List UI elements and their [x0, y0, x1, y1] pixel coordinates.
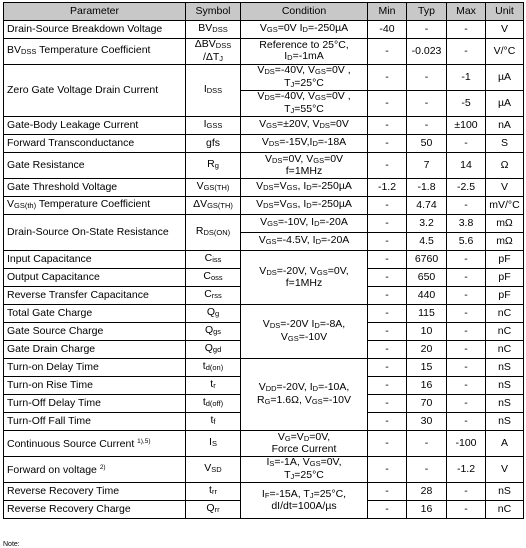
max-cell: -100: [447, 431, 486, 457]
condition-cell: VDS=-40V, VGS=0V , TJ=25°C: [241, 65, 368, 91]
min-cell: -: [368, 377, 407, 395]
symbol-cell: IGSS: [186, 117, 241, 135]
unit-cell: µA: [486, 91, 524, 117]
table-row: [4, 21, 524, 39]
typ-cell: 10: [407, 323, 447, 341]
symbol-cell: Qgd: [186, 341, 241, 359]
symbol-cell: td(off): [186, 395, 241, 413]
unit-cell: nC: [486, 323, 524, 341]
max-cell: ±100: [447, 117, 486, 135]
footnote: Note:: [3, 541, 20, 548]
symbol-cell: VSD: [186, 457, 241, 483]
symbol-cell: VGS(TH): [186, 179, 241, 197]
symbol-cell: Qrr: [186, 501, 241, 519]
min-cell: -: [368, 233, 407, 251]
max-cell: -: [447, 39, 486, 65]
min-cell: -: [368, 153, 407, 179]
typ-cell: -0.023: [407, 39, 447, 65]
param-cell: Reverse Recovery Charge: [4, 501, 186, 519]
symbol-cell: Crss: [186, 287, 241, 305]
max-cell: 5.6: [447, 233, 486, 251]
unit-cell: V/°C: [486, 39, 524, 65]
header-condition: Condition: [241, 3, 368, 21]
min-cell: -: [368, 215, 407, 233]
param-cell: Turn-Off Delay Time: [4, 395, 186, 413]
header-typ: Typ: [407, 3, 447, 21]
unit-cell: V: [486, 21, 524, 39]
unit-cell: S: [486, 135, 524, 153]
header-symbol: Symbol: [186, 3, 241, 21]
unit-cell: V: [486, 457, 524, 483]
max-cell: -: [447, 251, 486, 269]
condition-cell: VDS=-15V,ID=-18A: [241, 135, 368, 153]
max-cell: -: [447, 269, 486, 287]
min-cell: -: [368, 287, 407, 305]
unit-cell: nS: [486, 395, 524, 413]
max-cell: -: [447, 377, 486, 395]
table-row: [4, 483, 524, 501]
condition-cell: VDS=-20V ID=-8A, VGS=-10V: [241, 305, 368, 359]
symbol-cell: trr: [186, 483, 241, 501]
max-cell: -: [447, 197, 486, 215]
max-cell: 3.8: [447, 215, 486, 233]
typ-cell: 28: [407, 483, 447, 501]
min-cell: -: [368, 341, 407, 359]
table-row: [4, 251, 524, 269]
condition-cell: VDS=0V, VGS=0V f=1MHz: [241, 153, 368, 179]
header-row: [4, 3, 524, 21]
param-cell: Turn-Off Fall Time: [4, 413, 186, 431]
unit-cell: nC: [486, 341, 524, 359]
unit-cell: nC: [486, 305, 524, 323]
param-cell: Gate Drain Charge: [4, 341, 186, 359]
typ-cell: 6760: [407, 251, 447, 269]
min-cell: -: [368, 457, 407, 483]
param-cell: Turn-on Rise Time: [4, 377, 186, 395]
param-cell: Turn-on Delay Time: [4, 359, 186, 377]
condition-cell: VDS=-40V, VGS=0V , TJ=55°C: [241, 91, 368, 117]
typ-cell: -: [407, 65, 447, 91]
max-cell: -: [447, 483, 486, 501]
min-cell: -40: [368, 21, 407, 39]
typ-cell: 30: [407, 413, 447, 431]
table-row: [4, 39, 524, 65]
max-cell: -: [447, 341, 486, 359]
param-cell: Output Capacitance: [4, 269, 186, 287]
symbol-cell: td(on): [186, 359, 241, 377]
symbol-cell: ΔBVDSS /ΔTJ: [186, 39, 241, 65]
min-cell: -: [368, 269, 407, 287]
header-max: Max: [447, 3, 486, 21]
param-cell: Drain-Source Breakdown Voltage: [4, 21, 186, 39]
condition-cell: VDS=VGS, ID=-250µA: [241, 179, 368, 197]
table-row: [4, 65, 524, 91]
max-cell: -2.5: [447, 179, 486, 197]
min-cell: -: [368, 117, 407, 135]
max-cell: -: [447, 323, 486, 341]
unit-cell: pF: [486, 269, 524, 287]
table-row: [4, 117, 524, 135]
min-cell: -: [368, 197, 407, 215]
max-cell: -: [447, 287, 486, 305]
symbol-cell: Coss: [186, 269, 241, 287]
typ-cell: 20: [407, 341, 447, 359]
param-cell: Forward on voltage $^{2)}$: [4, 457, 186, 483]
symbol-cell: Rg: [186, 153, 241, 179]
param-cell: Continuous Source Current $^{1),5)}$: [4, 431, 186, 457]
header-min: Min: [368, 3, 407, 21]
condition-cell: VGS=±20V, VDS=0V: [241, 117, 368, 135]
param-cell: Drain-Source On-State Resistance: [4, 215, 186, 251]
min-cell: -: [368, 251, 407, 269]
max-cell: 14: [447, 153, 486, 179]
symbol-cell: ΔVGS(TH): [186, 197, 241, 215]
table-row: [4, 197, 524, 215]
condition-cell: Reference to 25°C, ID=-1mA: [241, 39, 368, 65]
param-cell: VGS(th) Temperature Coefficient: [4, 197, 186, 215]
max-cell: -: [447, 305, 486, 323]
param-cell: BVDSS Temperature Coefficient: [4, 39, 186, 65]
table-row: [4, 135, 524, 153]
min-cell: -: [368, 483, 407, 501]
typ-cell: 4.74: [407, 197, 447, 215]
table-row: [4, 305, 524, 323]
max-cell: -: [447, 135, 486, 153]
typ-cell: 16: [407, 377, 447, 395]
condition-cell: VDS=-20V, VGS=0V, f=1MHz: [241, 251, 368, 305]
symbol-cell: BVDSS: [186, 21, 241, 39]
typ-cell: 7: [407, 153, 447, 179]
unit-cell: nA: [486, 117, 524, 135]
condition-cell: VG=VD=0V, Force Current: [241, 431, 368, 457]
unit-cell: mΩ: [486, 215, 524, 233]
typ-cell: -: [407, 117, 447, 135]
min-cell: -: [368, 91, 407, 117]
param-cell: Gate Threshold Voltage: [4, 179, 186, 197]
param-cell: Gate Source Charge: [4, 323, 186, 341]
typ-cell: 440: [407, 287, 447, 305]
param-cell: Input Capacitance: [4, 251, 186, 269]
param-cell: Gate-Body Leakage Current: [4, 117, 186, 135]
typ-cell: 15: [407, 359, 447, 377]
max-cell: -: [447, 413, 486, 431]
param-cell: Reverse Transfer Capacitance: [4, 287, 186, 305]
typ-cell: -1.8: [407, 179, 447, 197]
typ-cell: 650: [407, 269, 447, 287]
symbol-cell: RDS(ON): [186, 215, 241, 251]
condition-cell: VGS=0V ID=-250µA: [241, 21, 368, 39]
min-cell: -: [368, 135, 407, 153]
min-cell: -: [368, 359, 407, 377]
condition-cell: VDD=-20V, ID=-10A, RG=1.6Ω, VGS=-10V: [241, 359, 368, 431]
symbol-cell: gfs: [186, 135, 241, 153]
unit-cell: µA: [486, 65, 524, 91]
typ-cell: 115: [407, 305, 447, 323]
condition-cell: IF=-15A, TJ=25°C, dI/dt=100A/µs: [241, 483, 368, 519]
max-cell: -1.2: [447, 457, 486, 483]
symbol-cell: Ciss: [186, 251, 241, 269]
unit-cell: nS: [486, 359, 524, 377]
param-cell: Gate Resistance: [4, 153, 186, 179]
symbol-cell: Qgs: [186, 323, 241, 341]
min-cell: -1.2: [368, 179, 407, 197]
condition-cell: VGS=-10V, ID=-20A: [241, 215, 368, 233]
max-cell: -: [447, 395, 486, 413]
table-row: [4, 179, 524, 197]
condition-cell: IS=-1A, VGS=0V, TJ=25°C: [241, 457, 368, 483]
header-unit: Unit: [486, 3, 524, 21]
min-cell: -: [368, 39, 407, 65]
unit-cell: V: [486, 179, 524, 197]
table-row: [4, 215, 524, 233]
unit-cell: nS: [486, 483, 524, 501]
unit-cell: Ω: [486, 153, 524, 179]
unit-cell: pF: [486, 251, 524, 269]
min-cell: -: [368, 431, 407, 457]
electrical-characteristics-table: [3, 2, 524, 519]
param-cell: Reverse Recovery Time: [4, 483, 186, 501]
min-cell: -: [368, 323, 407, 341]
typ-cell: 3.2: [407, 215, 447, 233]
max-cell: -1: [447, 65, 486, 91]
param-cell: Total Gate Charge: [4, 305, 186, 323]
typ-cell: -: [407, 21, 447, 39]
symbol-cell: Qg: [186, 305, 241, 323]
max-cell: -: [447, 21, 486, 39]
unit-cell: nS: [486, 377, 524, 395]
typ-cell: 4.5: [407, 233, 447, 251]
condition-cell: VGS=-4.5V, ID=-20A: [241, 233, 368, 251]
unit-cell: mΩ: [486, 233, 524, 251]
unit-cell: nS: [486, 413, 524, 431]
condition-cell: VDS=VGS, ID=-250µA: [241, 197, 368, 215]
symbol-cell: tr: [186, 377, 241, 395]
typ-cell: -: [407, 457, 447, 483]
symbol-cell: IS: [186, 431, 241, 457]
param-cell: Zero Gate Voltage Drain Current: [4, 65, 186, 117]
min-cell: -: [368, 413, 407, 431]
table-row: [4, 457, 524, 483]
header-parameter: Parameter: [4, 3, 186, 21]
table-row: [4, 153, 524, 179]
typ-cell: 70: [407, 395, 447, 413]
param-cell: Forward Transconductance: [4, 135, 186, 153]
unit-cell: mV/°C: [486, 197, 524, 215]
min-cell: -: [368, 305, 407, 323]
table-row: [4, 359, 524, 377]
min-cell: -: [368, 65, 407, 91]
typ-cell: -: [407, 431, 447, 457]
typ-cell: -: [407, 91, 447, 117]
min-cell: -: [368, 395, 407, 413]
symbol-cell: IDSS: [186, 65, 241, 117]
min-cell: -: [368, 501, 407, 519]
table-row: [4, 431, 524, 457]
max-cell: -5: [447, 91, 486, 117]
symbol-cell: tf: [186, 413, 241, 431]
typ-cell: 50: [407, 135, 447, 153]
unit-cell: nC: [486, 501, 524, 519]
max-cell: -: [447, 359, 486, 377]
unit-cell: A: [486, 431, 524, 457]
max-cell: -: [447, 501, 486, 519]
unit-cell: pF: [486, 287, 524, 305]
typ-cell: 16: [407, 501, 447, 519]
